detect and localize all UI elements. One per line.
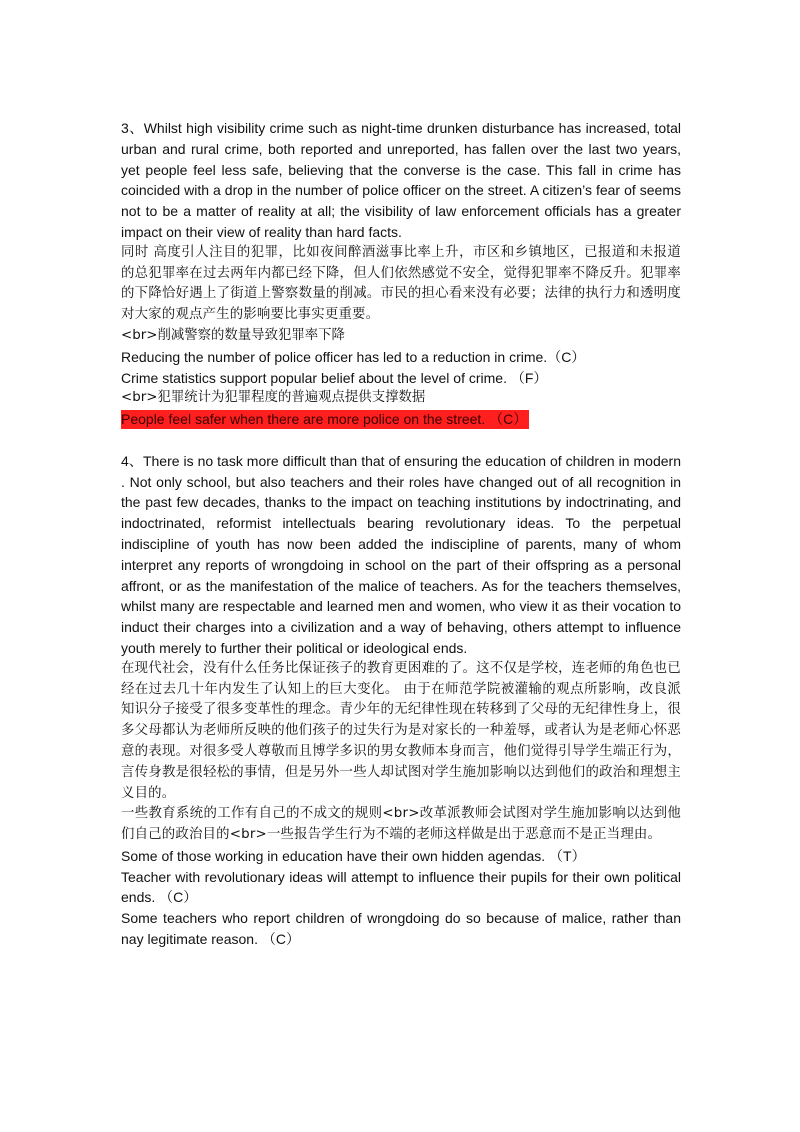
section4-statement-1: Some of those working in education have their own hidden agendas. （T） [121, 847, 586, 864]
section3-passage-zh: 同时 高度引人注目的犯罪，比如夜间醉酒滋事比率上升，市区和乡镇地区，已报道和未报道的总犯罪率在过去两年内都已经下降，但人们依然感觉不安全，觉得犯罪率不降反升。犯罪率的下降恰好遇上了街道上警察数量的削减。市民的担心看来没有必要；法律的执行力和透明度对大家的观点产生的影响要比事实更重要。 [121, 244, 681, 323]
section4-passage-en: 4、There is no task more difficult than that of ensuring the education of children in modern . Not only school, but also teachers and their roles have changed out of all recognition in the past few decades, thanks to the impact on teaching institutions by indoctrinating, and indoctrinated, reformist intellectuals bearing revolutionary ideas. To the perpetual indiscipline of youth has now been added the indiscipline of parents, many of whom interpret any reports of wrongdoing in school on the part of their offspring as a personal affront, or as the manifestation of the malice of teachers. As for the teachers themselves, whilst many are respectable and learned men and women, who view it as their vocation to induct their charges into a civilization and a way of behaving, others attempt to influence youth merely to further their political or ideological ends. [121, 452, 681, 656]
section4-passage-zh: 在现代社会，没有什么任务比保证孩子的教育更困难的了。这不仅是学校，连老师的角色也已经在过去几十年内发生了认知上的巨大变化。 由于在师范学院被灌输的观点所影响，改良派知识分子接受了很多变革性的理念。青少年的无纪律性现在转移到了父母的无纪律性身上，很多父母都认为老师所反映的他们孩子的过失行为是对家长的一种羞辱，或者认为是老师心怀恶意的表现。对很多受人尊敬而且博学多识的男女教师本身而言，他们觉得引导学生端正行为，言传身教是很轻松的事情，但是另外一些人却试图对学生施加影响以达到他们的政治和理想主义目的。 [121, 660, 681, 801]
section3-statement-3-highlighted: People feel safer when there are more police on the street. （C） [121, 411, 528, 428]
document-page [121, 118, 681, 950]
section4-statement-2: Teacher with revolutionary ideas will attempt to influence their pupils for their own political ends. （C） [121, 868, 681, 906]
section3-passage-en: 3、Whilst high visibility crime such as night-time drunken disturbance has increased, total urban and rural crime, both reported and unreported, has fallen over the last two years, yet people feel less safe, believing that the converse is the case. This fall in crime has coincided with a drop in the number of police officer on the street. A citizen’s fear of seems not to be a matter of reality at all; the visibility of law enforcement officials has a greater impact on their view of reality than hard facts. [121, 120, 681, 240]
section3-statement-3-row [121, 409, 681, 430]
section3-note-2: <br>犯罪统计为犯罪程度的普遍观点提供支撑数据 [121, 390, 426, 406]
section3-note-1: <br>削减警察的数量导致犯罪率下降 [121, 327, 345, 343]
section4-statement-3: Some teachers who report children of wrongdoing do so because of malice, rather than nay legitimate reason. （C） [121, 910, 681, 948]
section3-statement-2: Crime statistics support popular belief about the level of crime. （F） [121, 369, 548, 386]
section3-statement-1: Reducing the number of police officer has led to a reduction in crime.（C） [121, 348, 586, 365]
section-spacer [121, 430, 681, 451]
section4-notes-zh: 一些教育系统的工作有自己的不成文的规则<br>改革派教师会试图对学生施加影响以达到他们自己的政治目的<br>一些报告学生行为不端的老师这样做是出于恶意而不是正当理由。 [121, 806, 681, 843]
